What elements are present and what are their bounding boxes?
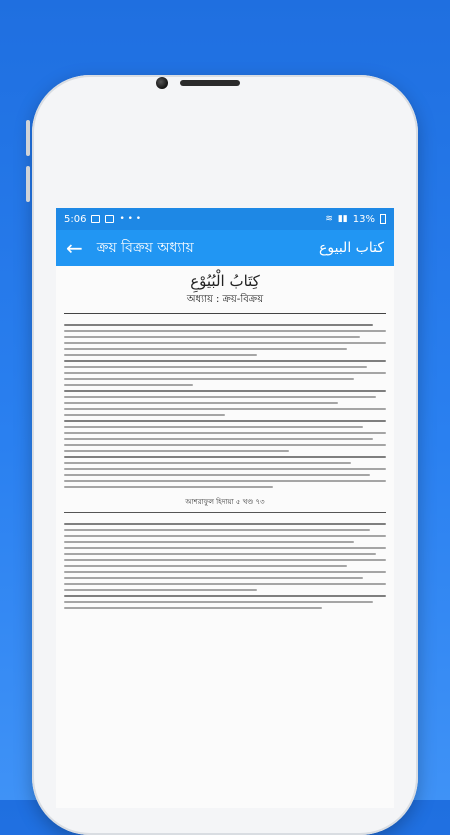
status-time: 5:06: [64, 213, 87, 225]
back-arrow-icon[interactable]: ←: [66, 236, 83, 260]
page-title-arabic: كتاب البيوع: [319, 240, 384, 256]
chapter-heading: [56, 266, 394, 314]
book-page[interactable]: [56, 266, 394, 808]
battery-icon: [380, 214, 386, 224]
signal-icon: ▮▮: [337, 214, 348, 224]
image-icon: [91, 215, 100, 223]
page-footer-title: আশরাফুল হিদায়া ৫ খণ্ড ৭৩: [185, 498, 265, 506]
status-bar: [56, 208, 394, 230]
scanned-text-block: [56, 314, 394, 488]
message-icon: [105, 215, 114, 223]
volume-button-down: [26, 166, 30, 202]
scanned-text-block-2: [56, 513, 394, 609]
wifi-icon: ≋: [325, 214, 333, 224]
chapter-heading-bengali: অধ্যায় : ক্রয়-বিক্রয়: [186, 294, 264, 305]
app-bar: [56, 230, 394, 266]
earpiece-speaker: [180, 80, 240, 86]
front-camera: [156, 77, 168, 89]
volume-button: [26, 120, 30, 156]
app-screen: [56, 208, 394, 808]
page-title: ক্রয় বিক্রয় অধ্যায়: [96, 240, 194, 256]
chapter-heading-arabic: كِتَابُ الْبُيُوْعِ: [190, 272, 260, 290]
battery-percent: 13%: [352, 213, 375, 225]
dots-icon: • • •: [119, 214, 142, 224]
